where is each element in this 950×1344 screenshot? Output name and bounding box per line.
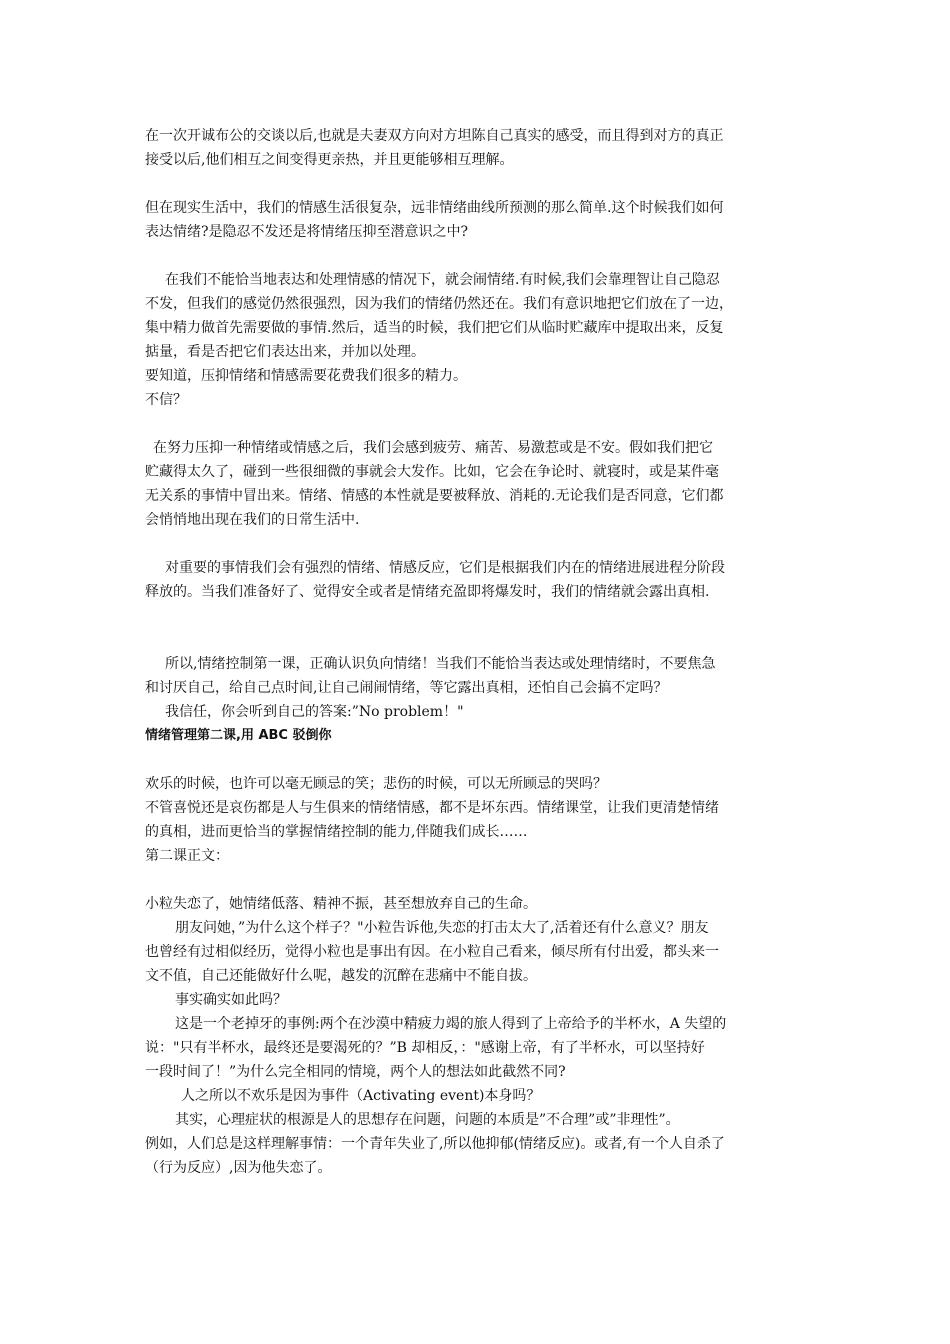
text-line: 所以,情绪控制第一课，正确认识负向情绪！当我们不能恰当表达或处理情绪时，不要焦急 bbox=[165, 656, 716, 672]
text-line: 接受以后,他们相互之间变得更亲热，并且更能够相互理解。 bbox=[145, 152, 514, 168]
text-line: 朋友问她，”为什么这个样子？"小粒告诉他,失恋的打击太大了,活着还有什么意义？朋友 bbox=[175, 920, 709, 936]
blank-line bbox=[145, 604, 810, 628]
text-line: 释放的。当我们准备好了、觉得安全或者是情绪充盈即将爆发时，我们的情绪就会露出真相. bbox=[145, 584, 710, 600]
text-line: 表达情绪?是隐忍不发还是将情绪压抑至潜意识之中? bbox=[145, 224, 469, 240]
text-line: 欢乐的时候，也许可以毫无顾忌的笑；悲伤的时候，可以无所顾忌的哭吗？ bbox=[145, 776, 607, 792]
text-line: 其实，心理症状的根源是人的思想存在问题，问题的本质是”不合理”或”非理性”。 bbox=[175, 1112, 680, 1128]
blank-line bbox=[145, 868, 810, 892]
text-line: 但在现实生活中，我们的情感生活很复杂，远非情绪曲线所预测的那么简单.这个时候我们如何 bbox=[145, 200, 724, 216]
text-line: 在一次开诚布公的交谈以后,也就是夫妻双方向对方坦陈自己真实的感受，而且得到对方的真正 bbox=[145, 128, 724, 144]
text-line: 的真相，进而更恰当的掌握情绪控制的能力,伴随我们成长…… bbox=[145, 824, 528, 840]
blank-line bbox=[145, 412, 810, 436]
blank-line bbox=[145, 748, 810, 772]
blank-line bbox=[145, 628, 810, 652]
text-line: 小粒失恋了，她情绪低落、精神不振，甚至想放弃自己的生命。 bbox=[145, 896, 537, 912]
text-line: 在努力压抑一种情绪或情感之后，我们会感到疲劳、痛苦、易激惹或是不安。假如我们把它 bbox=[153, 440, 713, 456]
text-line: 不发，但我们的感觉仍然很强烈，因为我们的情绪仍然还在。我们有意识地把它们放在了一边， bbox=[145, 296, 733, 312]
text-line: 掂量，看是否把它们表达出来，并加以处理。 bbox=[145, 344, 425, 360]
text-line: （行为反应）,因为他失恋了。 bbox=[145, 1160, 332, 1176]
text-line: 一段时间了！”为什么完全相同的情境，两个人的想法如此截然不同? bbox=[145, 1064, 566, 1080]
blank-line bbox=[145, 172, 810, 196]
blank-line bbox=[145, 532, 810, 556]
text-line: 对重要的事情我们会有强烈的情绪、情感反应，它们是根据我们内在的情绪进展进程分阶段 bbox=[165, 560, 725, 576]
document-page bbox=[145, 124, 810, 1180]
text-line: 不信？ bbox=[145, 392, 187, 408]
text-line: 第二课正文： bbox=[145, 848, 229, 864]
text-line: 集中精力做首先需要做的事情.然后，适当的时候，我们把它们从临时贮藏库中提取出来，反复 bbox=[145, 320, 724, 336]
text-line: 例如，人们总是这样理解事情：一个青年失业了,所以他抑郁(情绪反应)。或者,有一个人自杀了 bbox=[145, 1136, 725, 1152]
text-line: 事实确实如此吗？ bbox=[175, 992, 287, 1008]
text-line: 人之所以不欢乐是因为事件（Activating event)本身吗？ bbox=[181, 1088, 541, 1104]
text-line: 会悄悄地出现在我们的日常生活中. bbox=[145, 512, 360, 528]
text-line: 要知道，压抑情绪和情感需要花费我们很多的精力。 bbox=[145, 368, 467, 384]
text-line: 无关系的事情中冒出来。情绪、情感的本性就是要被释放、消耗的.无论我们是否同意，它们都 bbox=[145, 488, 724, 504]
text-line: 贮藏得太久了，碰到一些很细微的事就会大发作。比如，它会在争论时、就寝时，或是某件毫 bbox=[145, 464, 719, 480]
text-line: 在我们不能恰当地表达和处理情感的情况下，就会闹情绪.有时候,我们会靠理智让自己隐忍 bbox=[165, 272, 720, 288]
blank-line bbox=[145, 244, 810, 268]
text-line: 这是一个老掉牙的事例:两个在沙漠中精疲力竭的旅人得到了上帝给予的半杯水，A 失望的 bbox=[175, 1016, 727, 1032]
text-line: 也曾经有过相似经历，觉得小粒也是事出有因。在小粒自己看来，倾尽所有付出爱，都头来一 bbox=[145, 944, 719, 960]
section-heading: 情绪管理第二课,用 ABC 驳倒你 bbox=[145, 728, 332, 743]
text-line: 不管喜悦还是哀伤都是人与生俱来的情绪情感，都不是坏东西。情绪课堂，让我们更清楚情绪 bbox=[145, 800, 719, 816]
text-line: 说："只有半杯水，最终还是要渴死的？”B 却相反，："感谢上帝，有了半杯水，可以坚持好 bbox=[145, 1040, 705, 1056]
text-line: 文不值，自己还能做好什么呢，越发的沉醉在悲痛中不能自拔。 bbox=[145, 968, 537, 984]
text-line: 和讨厌自己，给自己点时间,让自己闹闹情绪，等它露出真相，还怕自己会搞不定吗？ bbox=[145, 680, 668, 696]
text-line: 我信任，你会听到自己的答案:”No problem！" bbox=[165, 704, 464, 720]
